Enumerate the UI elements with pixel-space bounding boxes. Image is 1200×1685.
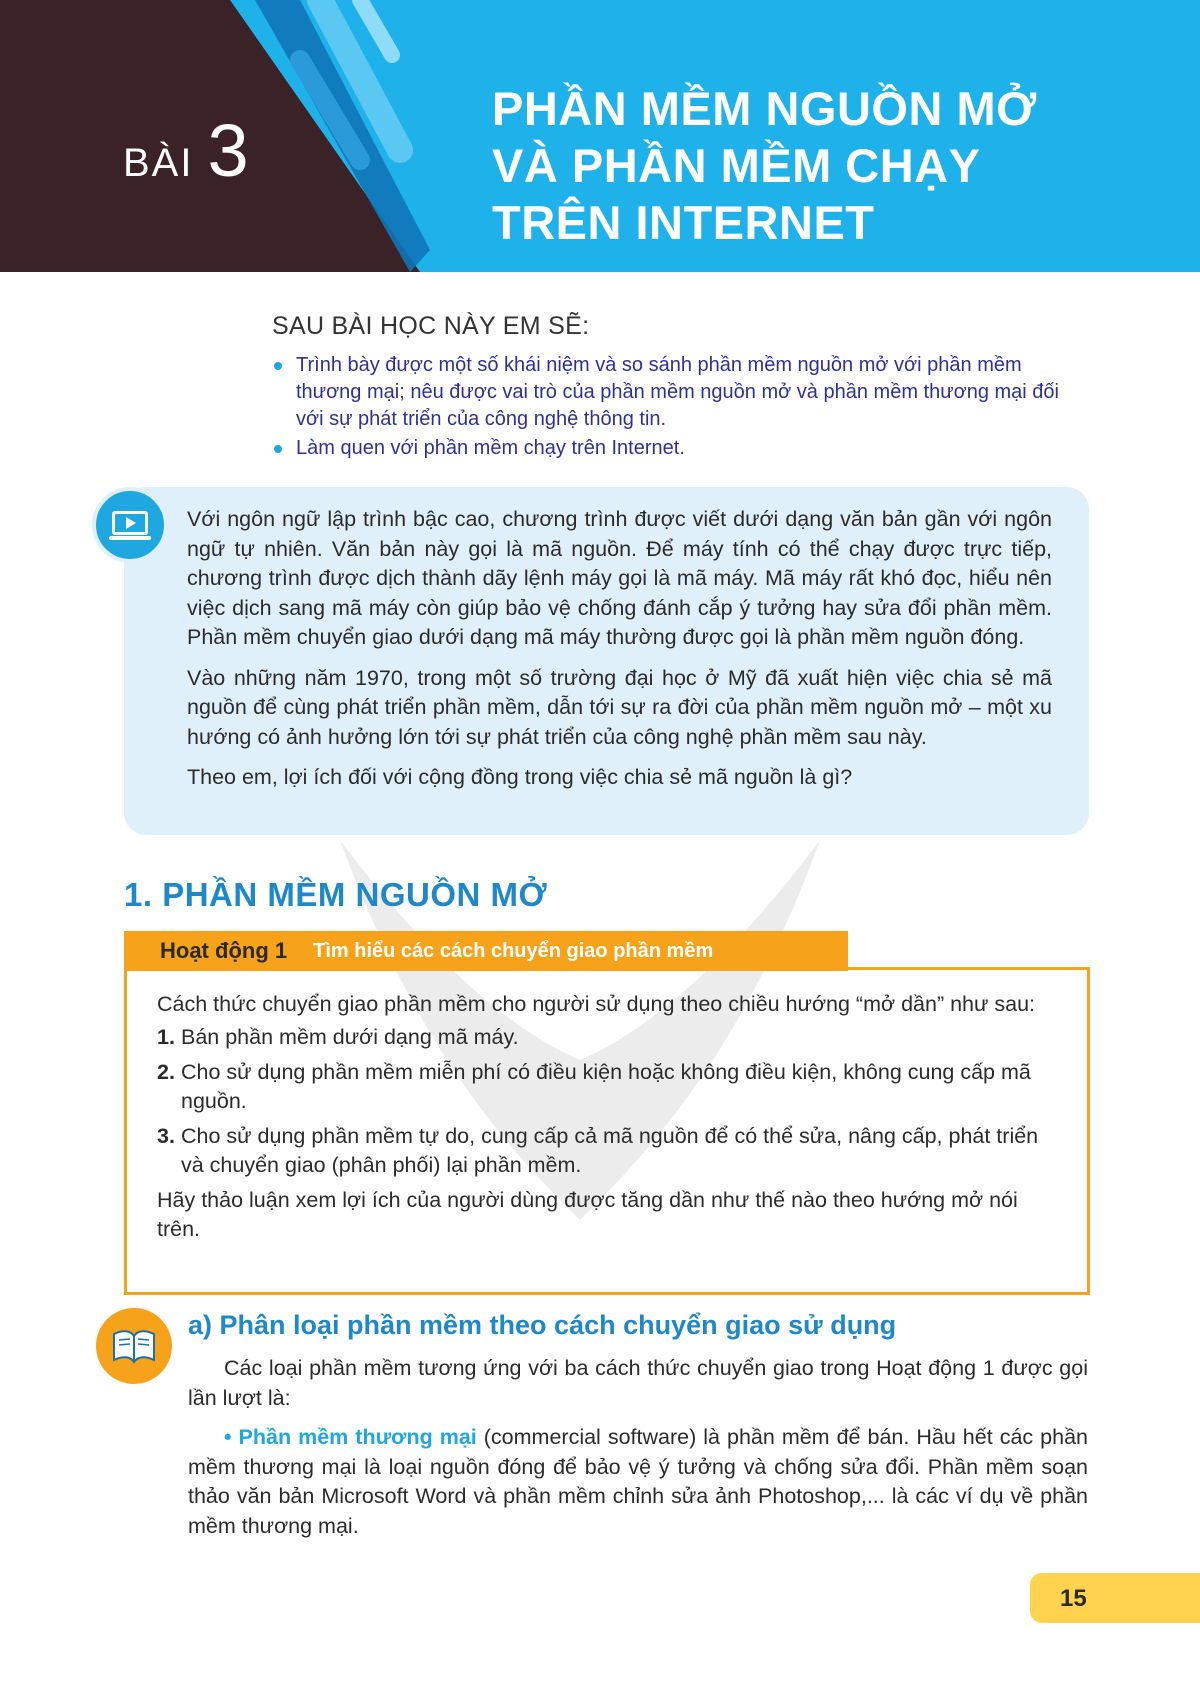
- objectives-list: [272, 352, 1092, 464]
- section-title: 1. PHẦN MỀM NGUỒN MỞ: [124, 876, 548, 913]
- lesson-label: [123, 108, 249, 193]
- lesson-header: [0, 0, 1200, 272]
- item-text: Cho sử dụng phần mềm miễn phí có điều kiện hoặc không điều kiện, không cung cấp mã nguồn.: [181, 1060, 1031, 1113]
- intro-paragraph: Với ngôn ngữ lập trình bậc cao, chương trình được viết dưới dạng văn bản gần với ngôn ngữ tự nhiên. Văn bản này gọi là mã nguồn. Để máy tính có thể chạy được trực tiếp, chương trình được dịch thành dãy lệnh máy gọi là mã máy. Mã máy rất khó đọc, hiểu nên việc dịch sang mã máy còn giúp bảo vệ chống đánh cắp ý tưởng hay sửa đổi phần mềm. Phần mềm chuyển giao dưới dạng mã máy thường được gọi là phần mềm nguồn đóng.: [187, 507, 1052, 649]
- activity-list-item: [157, 1122, 1057, 1180]
- page-number-tab: [1030, 1573, 1200, 1623]
- activity-content: [157, 990, 1057, 1248]
- intro-paragraph: Vào những năm 1970, trong một số trường đại học ở Mỹ đã xuất hiện việc chia sẻ mã nguồn để cùng phát triển phần mềm, dẫn tới sự ra đời của phần mềm nguồn mở – một xu hướng có ảnh hưởng lớn tới sự phát triển của công nghệ phần mềm sau này.: [187, 665, 1052, 749]
- item-number: 1.: [157, 1025, 175, 1049]
- activity-name: Hoạt động 1: [160, 938, 288, 963]
- activity-list-item: [157, 1058, 1057, 1116]
- lesson-title: [492, 80, 1037, 251]
- activity-tab: [124, 931, 848, 971]
- lesson-title-line-2: VÀ PHẦN MỀM CHẠY: [492, 139, 981, 192]
- intro-question: Theo em, lợi ích đối với cộng đồng trong việc chia sẻ mã nguồn là gì?: [187, 765, 853, 789]
- activity-list: [157, 1023, 1057, 1180]
- subsection-title: a) Phân loại phần mềm theo cách chuyển giao sử dụng: [188, 1310, 897, 1340]
- lesson-title-line-1: PHẦN MỀM NGUỒN MỞ: [492, 82, 1037, 135]
- item-number: 2.: [157, 1060, 175, 1084]
- activity-list-item: [157, 1023, 1057, 1052]
- item-text: Cho sử dụng phần mềm tự do, cung cấp cả mã nguồn để có thể sửa, nâng cấp, phát triển và chuyển giao (phân phối) lại phần mềm.: [181, 1124, 1039, 1177]
- item-number: 3.: [157, 1124, 175, 1148]
- subsection-paragraph: Các loại phần mềm tương ứng với ba cách thức chuyển giao trong Hoạt động 1 được gọi lần lượt là:: [188, 1356, 1088, 1410]
- item-text: Bán phần mềm dưới dạng mã máy.: [181, 1025, 519, 1049]
- activity-intro: Cách thức chuyển giao phần mềm cho người sử dụng theo chiều hướng “mở dần” như sau:: [157, 992, 1035, 1016]
- commercial-software-paragraph: [188, 1423, 1088, 1541]
- video-lesson-icon: [92, 487, 168, 563]
- activity-question: Hãy thảo luận xem lợi ích của người dùng được tăng dần như thế nào theo hướng mở nói trên.: [157, 1188, 1018, 1241]
- term-commercial-software: Phần mềm thương mại: [238, 1425, 477, 1449]
- subsection-body: [188, 1354, 1088, 1551]
- term-bullet: •: [224, 1425, 239, 1449]
- activity-description: Tìm hiểu các cách chuyển giao phần mềm: [313, 939, 714, 962]
- lesson-word: BÀI: [123, 141, 194, 185]
- lesson-title-line-3: TRÊN INTERNET: [492, 196, 875, 249]
- objectives-title: SAU BÀI HỌC NÀY EM SẼ:: [272, 312, 590, 340]
- open-book-icon: [96, 1308, 172, 1384]
- objective-item: Làm quen với phần mềm chạy trên Internet.: [272, 435, 1092, 462]
- lesson-number: 3: [207, 109, 249, 192]
- page-number: 15: [1060, 1585, 1087, 1612]
- objective-item: Trình bày được một số khái niệm và so sánh phần mềm nguồn mở với phần mềm thương mại; nêu được vai trò của phần mềm nguồn mở và phần mềm thương mại đối với sự phát triển của công nghệ thông tin.: [272, 352, 1092, 433]
- term-definition: (commercial software) là phần mềm để bán. Hầu hết các phần mềm thương mại là loại nguồn đóng để bảo vệ ý tưởng và chống sửa đổi. Phần mềm soạn thảo văn bản Microsoft Word và phần mềm chỉnh sửa ảnh Photoshop,... là các ví dụ về phần mềm thương mại.: [188, 1425, 1088, 1538]
- intro-text: [187, 505, 1052, 804]
